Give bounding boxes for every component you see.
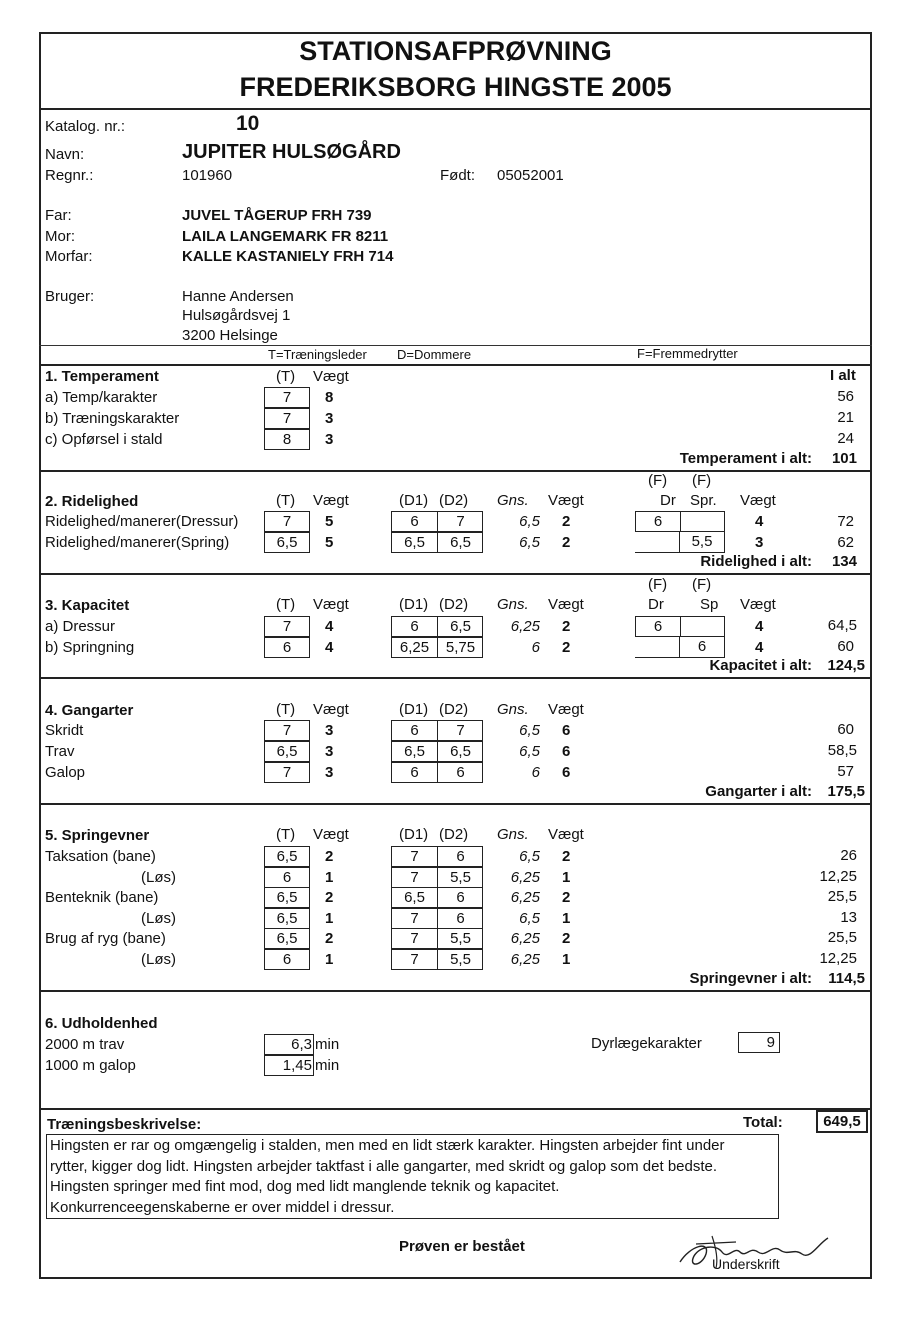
gangarter-vaegt2: 6 (562, 743, 571, 760)
gangarter-sum: 175,5 (827, 783, 865, 800)
gangarter-vaegt2: 6 (562, 722, 571, 739)
springevner-vaegt2: 2 (562, 889, 571, 906)
springevner-gns: 6,5 (519, 848, 540, 865)
springevner-vaegt: 1 (325, 869, 334, 886)
beskrivelse-textbox (46, 1134, 779, 1219)
springevner-vaegt2: 1 (562, 951, 571, 968)
ridelighed-row-total: 62 (837, 534, 854, 551)
gangarter-vaegt: 3 (325, 764, 334, 781)
temperament-row-label: a) Temp/karakter (45, 389, 158, 406)
gangarter-d-box: 6,5 6,5 (391, 741, 483, 762)
springevner-vaegt2-header: Vægt (548, 826, 584, 843)
form-title-line1: STATIONSAFPRØVNING (299, 36, 612, 66)
kapacitet-gns: 6 (531, 639, 540, 656)
springevner-vaegt: 2 (325, 848, 334, 865)
springevner-d2-header: (D2) (439, 826, 469, 843)
springevner-d-box (391, 887, 483, 908)
springevner-d-box (391, 908, 483, 929)
kapacitet-vaegt2: 2 (562, 639, 571, 656)
kapacitet-title: 3. Kapacitet (45, 597, 130, 614)
temperament-t-box: 7 (264, 387, 310, 408)
temperament-t-box: 8 (264, 429, 310, 450)
ridelighed-f1-header: (F) (648, 472, 668, 489)
kapacitet-gns: 6,25 (510, 618, 540, 635)
fodt-value: 05052001 (497, 167, 564, 184)
legend-divider (39, 345, 872, 346)
gangarter-gns: 6,5 (519, 722, 540, 739)
gangarter-vaegt2: 6 (562, 764, 571, 781)
gangarter-row-total: 60 (837, 721, 854, 738)
ridelighed-vaegt3: 3 (755, 534, 764, 551)
springevner-gns: 6,25 (510, 889, 540, 906)
fodt-label: Født: (440, 167, 476, 184)
springevner-sum: 114,5 (828, 970, 865, 987)
gangarter-d1-header: (D1) (399, 701, 429, 718)
gangarter-t-header: (T) (276, 701, 296, 718)
springevner-t-box (264, 887, 310, 908)
springevner-vaegt: 2 (325, 930, 334, 947)
gangarter-vaegt2-header: Vægt (548, 701, 584, 718)
temperament-row-total: 24 (837, 430, 854, 447)
springevner-t-box (264, 846, 310, 867)
temperament-vaegt: 3 (325, 431, 334, 448)
springevner-d2-value: 5,5 (450, 930, 471, 947)
kapacitet-d2-header: (D2) (439, 596, 469, 613)
beskrivelse-line: Hingsten er rar og omgængelig i stalden, men med en lidt stærk karakter. Hingsten arbejder fint under (50, 1137, 725, 1154)
springevner-t-value: 6,5 (276, 910, 298, 927)
kapacitet-d1-header: (D1) (399, 596, 429, 613)
springevner-d1-value: 7 (410, 951, 419, 968)
springevner-d2-value: 6 (456, 910, 465, 927)
springevner-t-box (264, 949, 310, 970)
udholdenhed-unit: min (315, 1036, 340, 1053)
legend-d: D=Dommere (397, 347, 472, 362)
navn-value: JUPITER HULSØGÅRD (182, 141, 401, 163)
mor-label: Mor: (45, 228, 75, 245)
springevner-d2-value: 5,5 (450, 869, 471, 886)
kapacitet-sp-header: Sp (700, 596, 719, 613)
kapacitet-t-box: 6 (264, 637, 310, 658)
box-divider (437, 929, 438, 948)
bruger-city: 3200 Helsinge (182, 327, 278, 344)
gangarter-row-label: Galop (45, 764, 86, 781)
far-value: JUVEL TÅGERUP FRH 739 (182, 207, 372, 224)
springevner-d-box (391, 867, 483, 888)
gangarter-row-label: Skridt (45, 722, 84, 739)
springevner-d1-value: 7 (410, 869, 419, 886)
springevner-d1-value: 7 (410, 910, 419, 927)
gangarter-d-box: 6 7 (391, 720, 483, 741)
gangarter-sum-label: Gangarter i alt: (705, 783, 812, 800)
springevner-sum-label: Springevner i alt: (689, 970, 812, 987)
springevner-d2-value: 6 (456, 889, 465, 906)
ridelighed-t-box: 6,5 (264, 532, 310, 553)
springevner-vaegt2: 1 (562, 910, 571, 927)
gangarter-t-box: 7 (264, 762, 310, 783)
ridelighed-row-label: Ridelighed/manerer(Spring) (45, 534, 230, 551)
springevner-vaegt: 1 (325, 951, 334, 968)
springevner-t-value: 6 (282, 869, 292, 886)
ridelighed-sum: 134 (831, 553, 857, 570)
springevner-d1-header: (D1) (399, 826, 429, 843)
kapacitet-row-label: a) Dressur (45, 618, 116, 635)
total-label: Total: (743, 1114, 783, 1131)
springevner-gns: 6,25 (510, 951, 540, 968)
gangarter-d-box: 6 6 (391, 762, 483, 783)
kapacitet-vaegt: 4 (325, 618, 334, 635)
katalog-label: Katalog. nr.: (45, 118, 126, 135)
gangarter-vaegt: 3 (325, 722, 334, 739)
legend-t: T=Træningsleder (268, 347, 367, 362)
beskrivelse-line: Hingsten springer med fint mod, dog med lidt manglende teknik og kapacitet. (50, 1178, 560, 1195)
ridelighed-gns-header: Gns. (497, 492, 529, 509)
bruger-name: Hanne Andersen (182, 288, 294, 305)
udholdenhed-row-label: 2000 m trav (45, 1036, 125, 1053)
ridelighed-d1-header: (D1) (399, 492, 429, 509)
gangarter-gns: 6,5 (519, 743, 540, 760)
beskrivelse-label: Træningsbeskrivelse: (47, 1116, 202, 1133)
springevner-vaegt2: 1 (562, 869, 571, 886)
ridelighed-gns: 6,5 (519, 513, 540, 530)
temperament-row-total: 21 (837, 409, 854, 426)
springevner-row-label: Benteknik (bane) (45, 889, 159, 906)
springevner-d2-value: 6 (456, 848, 465, 865)
ridelighed-sum-label: Ridelighed i alt: (700, 553, 812, 570)
gangarter-row-label: Trav (45, 743, 75, 760)
ridelighed-vaegt2: 2 (562, 534, 571, 551)
springevner-row-total: 13 (840, 909, 857, 926)
springevner-row-label: (Løs) (141, 951, 176, 968)
ridelighed-d2-header: (D2) (439, 492, 469, 509)
kapacitet-d-box: 6,25 5,75 (391, 637, 483, 658)
ridelighed-t-box: 7 (264, 511, 310, 532)
springevner-row-total: 12,25 (819, 868, 857, 885)
ridelighed-vaegt: 5 (325, 513, 334, 530)
kapacitet-row-total: 60 (837, 638, 854, 655)
springevner-t-value: 6,5 (276, 848, 298, 865)
gangarter-vaegt-header: Vægt (313, 701, 349, 718)
udholdenhed-time-box: 1,45 (264, 1055, 314, 1076)
kapacitet-f1-header: (F) (648, 576, 668, 593)
springevner-title: 5. Springevner (45, 827, 150, 844)
ridelighed-f-box: 6 (635, 511, 725, 532)
springevner-row-total: 26 (840, 847, 857, 864)
far-label: Far: (45, 207, 72, 224)
springevner-t-box (264, 867, 310, 888)
springevner-gns: 6,5 (519, 910, 540, 927)
udholdenhed-time-box: 6,3 (264, 1034, 314, 1055)
dyrlaege-box: 9 (738, 1032, 780, 1053)
springevner-t-box (264, 908, 310, 929)
morfar-label: Morfar: (45, 248, 93, 265)
temperament-vaegt: 8 (325, 389, 334, 406)
springevner-gns-header: Gns. (497, 826, 529, 843)
bruger-address: Hulsøgårdsvej 1 (182, 307, 291, 324)
underskrift-label: Underskrift (712, 1256, 780, 1272)
springevner-d1-value: 6,5 (404, 889, 425, 906)
gangarter-row-total: 58,5 (827, 742, 857, 759)
section-divider (39, 803, 872, 805)
kapacitet-vaegt3: 4 (755, 639, 764, 656)
kapacitet-vaegt3: 4 (755, 618, 764, 635)
beskrivelse-line: Konkurrenceegenskaberne er over middel i dressur. (50, 1198, 395, 1216)
ridelighed-row-total: 72 (837, 513, 854, 530)
springevner-row-label: Brug af ryg (bane) (45, 930, 166, 947)
kapacitet-sum-label: Kapacitet i alt: (709, 657, 812, 674)
ridelighed-vaegt2: 2 (562, 513, 571, 530)
ridelighed-f2-header: (F) (692, 472, 712, 489)
springevner-row-label: (Løs) (141, 869, 176, 886)
kapacitet-vaegt3-header: Vægt (740, 596, 776, 613)
udholdenhed-unit: min (315, 1057, 340, 1074)
springevner-d-box (391, 846, 483, 867)
box-divider (437, 909, 438, 928)
form-title-line2: FREDERIKSBORG HINGSTE 2005 (239, 72, 672, 102)
kapacitet-vaegt2: 2 (562, 618, 571, 635)
springevner-vaegt2: 2 (562, 848, 571, 865)
temperament-vaegt-header: Vægt (313, 368, 349, 385)
ridelighed-vaegt-header: Vægt (313, 492, 349, 509)
springevner-row-total: 25,5 (827, 929, 857, 946)
springevner-row-total: 25,5 (827, 888, 857, 905)
gangarter-t-box: 6,5 (264, 741, 310, 762)
section-divider (39, 573, 872, 575)
springevner-d2-value: 5,5 (450, 951, 471, 968)
temperament-row-label: b) Træningskarakter (45, 410, 180, 427)
morfar-value: KALLE KASTANIELY FRH 714 (182, 248, 394, 265)
section-divider (39, 470, 872, 472)
temperament-ialt-header: I alt (830, 367, 856, 384)
springevner-row-label: (Løs) (141, 910, 176, 927)
kapacitet-vaegt: 4 (325, 639, 334, 656)
temperament-t-header: (T) (276, 368, 296, 385)
mor-value: LAILA LANGEMARK FR 8211 (182, 228, 389, 245)
kapacitet-f2-header: (F) (692, 576, 712, 593)
springevner-d-box (391, 949, 483, 970)
temperament-row-label: c) Opførsel i stald (45, 431, 163, 448)
ridelighed-vaegt: 5 (325, 534, 334, 551)
springevner-vaegt2: 2 (562, 930, 571, 947)
springevner-row-total: 12,25 (819, 950, 857, 967)
kapacitet-dr-header: Dr (648, 596, 664, 613)
springevner-t-value: 6,5 (276, 930, 298, 947)
temperament-t-box: 7 (264, 408, 310, 429)
legend-f: F=Fremmedrytter (637, 346, 738, 361)
gangarter-d2-header: (D2) (439, 701, 469, 718)
temperament-row-total: 56 (837, 388, 854, 405)
dyrlaege-label: Dyrlægekarakter (591, 1035, 702, 1052)
gangarter-gns: 6 (531, 764, 540, 781)
springevner-d1-value: 7 (410, 848, 419, 865)
ridelighed-vaegt2-header: Vægt (548, 492, 584, 509)
temperament-vaegt: 3 (325, 410, 334, 427)
ridelighed-f-box: 5,5 (635, 532, 725, 553)
ridelighed-d-box: 6 7 (391, 511, 483, 532)
katalog-value: 10 (236, 112, 260, 135)
box-divider (437, 950, 438, 969)
udholdenhed-row-label: 1000 m galop (45, 1057, 136, 1074)
kapacitet-vaegt-header: Vægt (313, 596, 349, 613)
springevner-gns: 6,25 (510, 930, 540, 947)
ridelighed-spr-header: Spr. (690, 492, 717, 509)
ridelighed-gns: 6,5 (519, 534, 540, 551)
ridelighed-vaegt3: 4 (755, 513, 764, 530)
springevner-vaegt: 1 (325, 910, 334, 927)
kapacitet-t-header: (T) (276, 596, 296, 613)
springevner-row-label: Taksation (bane) (45, 848, 156, 865)
temperament-sum-label: Temperament i alt: (679, 450, 812, 467)
springevner-vaegt: 2 (325, 889, 334, 906)
springevner-t-header: (T) (276, 826, 296, 843)
kapacitet-f-box: 6 (635, 637, 725, 658)
section-divider (39, 990, 872, 992)
section-divider (39, 364, 872, 366)
gangarter-t-box: 7 (264, 720, 310, 741)
section-divider (39, 1108, 872, 1110)
beskrivelse-line: rytter, kigger dog lidt. Hingsten arbejder taktfast i alle gangarter, med skridt og galop som det bedste. (50, 1157, 718, 1175)
gangarter-gns-header: Gns. (497, 701, 529, 718)
gangarter-vaegt: 3 (325, 743, 334, 760)
kapacitet-t-box: 7 (264, 616, 310, 637)
springevner-t-value: 6,5 (276, 889, 298, 906)
kapacitet-row-total: 64,5 (827, 617, 857, 634)
kapacitet-f-box: 6 (635, 616, 725, 637)
regnr-label: Regnr.: (45, 167, 94, 184)
regnr-value: 101960 (182, 167, 233, 184)
box-divider (437, 868, 438, 887)
temperament-title: 1. Temperament (45, 368, 159, 385)
springevner-d1-value: 7 (410, 930, 419, 947)
kapacitet-vaegt2-header: Vægt (548, 596, 584, 613)
gangarter-row-total: 57 (837, 763, 854, 780)
temperament-sum: 101 (831, 450, 857, 467)
ridelighed-dr-header: Dr (660, 492, 676, 509)
bruger-label: Bruger: (45, 288, 95, 305)
springevner-gns: 6,25 (510, 869, 540, 886)
box-divider (437, 847, 438, 866)
udholdenhed-title: 6. Udholdenhed (45, 1015, 158, 1032)
ridelighed-row-label: Ridelighed/manerer(Dressur) (45, 513, 239, 530)
kapacitet-row-label: b) Springning (45, 639, 135, 656)
navn-label: Navn: (45, 146, 85, 163)
kapacitet-d-box: 6 6,5 (391, 616, 483, 637)
kapacitet-gns-header: Gns. (497, 596, 529, 613)
total-box: 649,5 (816, 1110, 868, 1133)
result-text: Prøven er bestået (399, 1238, 525, 1255)
gangarter-title: 4. Gangarter (45, 702, 134, 719)
section-divider (39, 677, 872, 679)
ridelighed-d-box: 6,5 6,5 (391, 532, 483, 553)
springevner-d-box (391, 928, 483, 949)
springevner-t-value: 6 (282, 951, 292, 968)
ridelighed-vaegt3-header: Vægt (740, 492, 776, 509)
springevner-t-box (264, 928, 310, 949)
springevner-vaegt-header: Vægt (313, 826, 349, 843)
ridelighed-title: 2. Ridelighed (45, 493, 139, 510)
title-divider (39, 108, 872, 110)
kapacitet-sum: 124,5 (827, 657, 865, 674)
ridelighed-t-header: (T) (276, 492, 296, 509)
box-divider (437, 888, 438, 907)
